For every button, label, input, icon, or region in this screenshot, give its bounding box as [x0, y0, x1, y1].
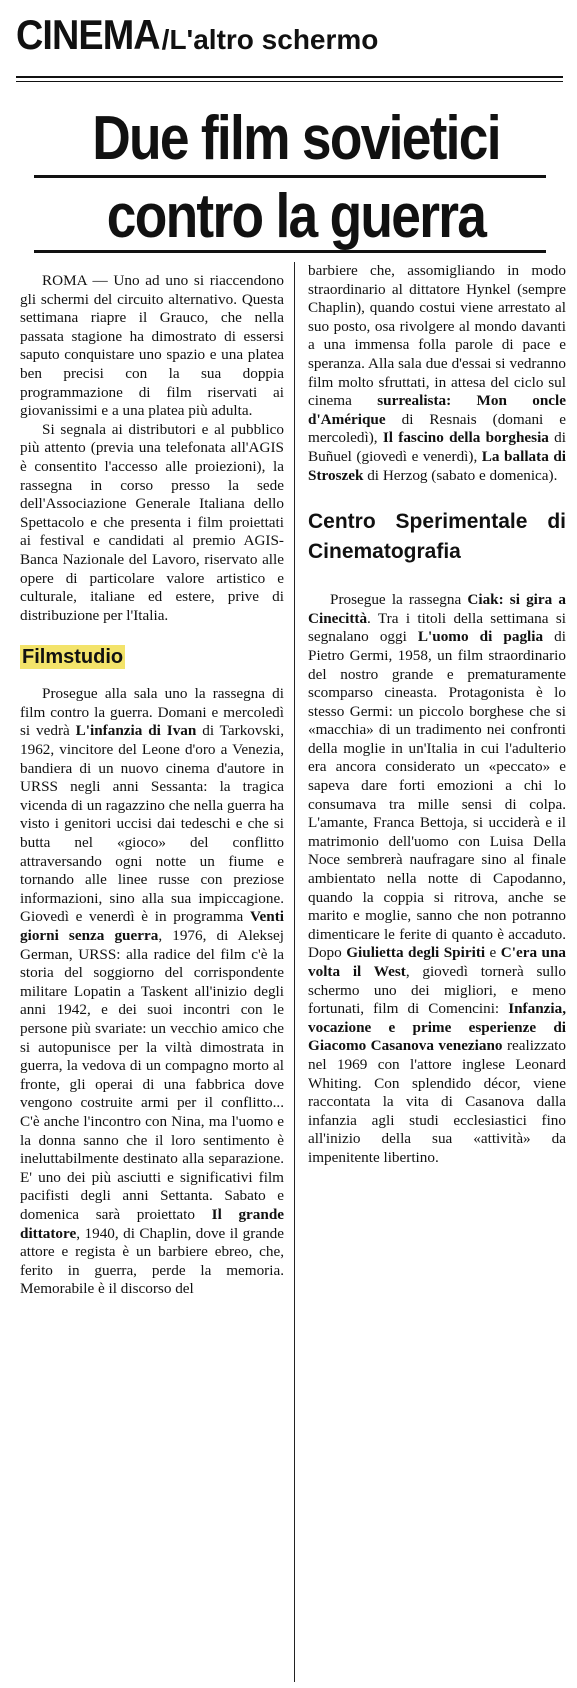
- text-run: di Pietro Germi, 1958, un film straordinario del nostro grande e prematuramente scomparso cineasta. Protagonista è lo stesso Germi: un piccolo borghese che si «macchia» di un tradimento nei confronti della moglie in un'Italia in cui l'adulterio era ancora considerato un «peccato» e sapeva dare forti emozioni a chi lo consumava tra mille sensi di colpa. L'amante, Franca Bettoja, si ucciderà e il matrimonio dell'uomo con Luisa Della Noce sembrerà naufragare sino al finale ambientato nella notte di Capodanno, quando la coppia si ritrova, anche se marito e moglie, sanno che non potranno dimenticare le ferite di quanto è accaduto. Dopo: [308, 628, 566, 962]
- film-title: Venti giorni senza guerra: [20, 908, 284, 944]
- text-run: , 1976, di Aleksej German, URSS: alla radice del film c'è la storia del soggiorno del corrispondente militare Lopatin a Taskent all'inizio degli anni 1942, e dei suoi incontri con le persone più svariate: un vecchio amico che si autopunisce per la viltà dimostrata in guerra, la vedova di un compagno morto al fronte, gli operai di una fabbrica dove vengono costruite armi per il conflitto... C'è anche l'incontro con Nina, ma l'uomo e la donna sanno che il loro sentimento è ineluttabilmente destinato alla separazione. E' uno dei più asciutti e significativi film pacifisti degli anni Settanta. Sabato e domenica sarà proiettato: [20, 927, 284, 1223]
- text-run: Prosegue la rassegna: [330, 591, 468, 609]
- headline-line-1: Due film sovietici: [92, 104, 500, 173]
- film-title: Il fascino della borghesia: [382, 429, 549, 447]
- subheading-filmstudio: Filmstudio: [22, 646, 124, 669]
- paragraph: Si segnala ai distributori e al pubblico più attento (previa una telefonata all'AGIS è consentito l'accesso alle proiezioni), la rassegna in corso presso la sede dell'Associazione Generale Italiana dello Spettacolo e che presenta i film proiettati ai festival e candidati al premio AGIS-Banca Nazionale del Lavoro, riservato alle opere di particolare valore artistico e culturale, italiane ed estere, prive di distribuzione per l'Italia.: [20, 420, 284, 624]
- text-run: di Tarkovski, 1962, vincitore del Leone d'oro a Venezia, bandiera di un nuovo cinema d'autore in URSS negli anni Sessanta: la tragica vicenda di un ragazzino che nella guerra ha visto i genitori uccisi dai tedeschi e che si butta nel «gioco» del conflitto attraversando ogni notte un fiume e tornando alle linee russe con preziose informazioni, sino alla sua impiccagione. Giovedì e venerdì è in programma: [20, 722, 284, 926]
- paragraph: [308, 591, 566, 1167]
- kicker-rule-thin: [16, 81, 563, 82]
- text-run: di Resnais (domani e mercoledì),: [308, 410, 566, 447]
- film-title: La ballata di Stroszek: [308, 447, 566, 484]
- film-title: Il grande dittatore: [20, 1205, 285, 1242]
- film-title: L'uomo di paglia: [417, 628, 544, 646]
- subheading-centro-sperimentale: Centro Sperimentale di Cinematografia: [308, 510, 566, 564]
- article-column-1: [20, 272, 284, 1299]
- section-kicker: [16, 11, 379, 58]
- text-run: e: [485, 944, 501, 962]
- headline-line-2: contro la guerra: [106, 182, 486, 251]
- article-column-2: [308, 262, 566, 1168]
- text-run: Prosegue alla sala uno la rassegna di film contro la guerra. Domani e mercoledì si vedrà: [20, 685, 284, 740]
- film-title: C'era una volta il West: [308, 944, 566, 980]
- text-run: di Herzog (sabato e domenica).: [363, 466, 558, 484]
- paragraph: [308, 262, 566, 485]
- text-run: realizzato nel 1969 con l'attore inglese Leonard Whiting. Con splendido décor, viene raccontata la vita di Casanova dalla infanzia agli studi ecclesiastici fino all'inizio della sua «attività» da impenitente libertino.: [308, 1037, 566, 1166]
- column-divider: [294, 262, 295, 1682]
- text-run: di Buñuel (giovedì e venerdì),: [308, 429, 566, 465]
- film-title: Giulietta degli Spiriti: [346, 944, 486, 962]
- film-title: Ciak: si gira a Cinecittà: [308, 591, 566, 627]
- section-name: CINEMA: [16, 11, 160, 58]
- film-title: surrealista: Mon oncle d'Amérique: [308, 392, 567, 428]
- film-title: L'infanzia di Ivan: [75, 722, 197, 740]
- text-run: , giovedì tornerà sullo schermo uno dei migliori, e meno fortunati, film di Comencini:: [308, 963, 566, 1018]
- film-title: Infanzia, vocazione e prime esperienze di Giacomo Casanova veneziano: [308, 1000, 566, 1055]
- kicker-rule: [16, 76, 563, 78]
- paragraph: ROMA — Uno ad uno si riaccendono gli schermi del circuito alternativo. Questa settimana riapre il Grauco, che nella passata stagione ha dimostrato di essersi saputo conquistare uno spazio e una platea ben precisi con la sua doppia programmazione di film riservati ai giovanissimi e a una platea più adulta.: [20, 272, 284, 420]
- text-run: , 1940, di Chaplin, dove il grande attore e regista è un barbiere ebreo, che, ferito in guerra, perde la memoria. Memorabile è il discorso del: [20, 1224, 284, 1298]
- section-rubric: /L'altro schermo: [161, 24, 379, 55]
- text-run: barbiere che, assomigliando in modo straordinario al dittatore Hynkel (sempre Chaplin), quando costui viene arrestato al suo posto, osa rivolgere al mondo davanti a una immensa folla parole di pace e speranza. Alla sala due d'essai si vedranno film molto sfruttati, in attesa del ciclo sul cinema: [308, 262, 566, 410]
- headline-underline-1: [34, 175, 546, 178]
- headline-underline-2: [34, 250, 546, 253]
- paragraph: [20, 685, 284, 1299]
- text-run: . Tra i titoli della settimana si segnalano oggi: [308, 609, 566, 646]
